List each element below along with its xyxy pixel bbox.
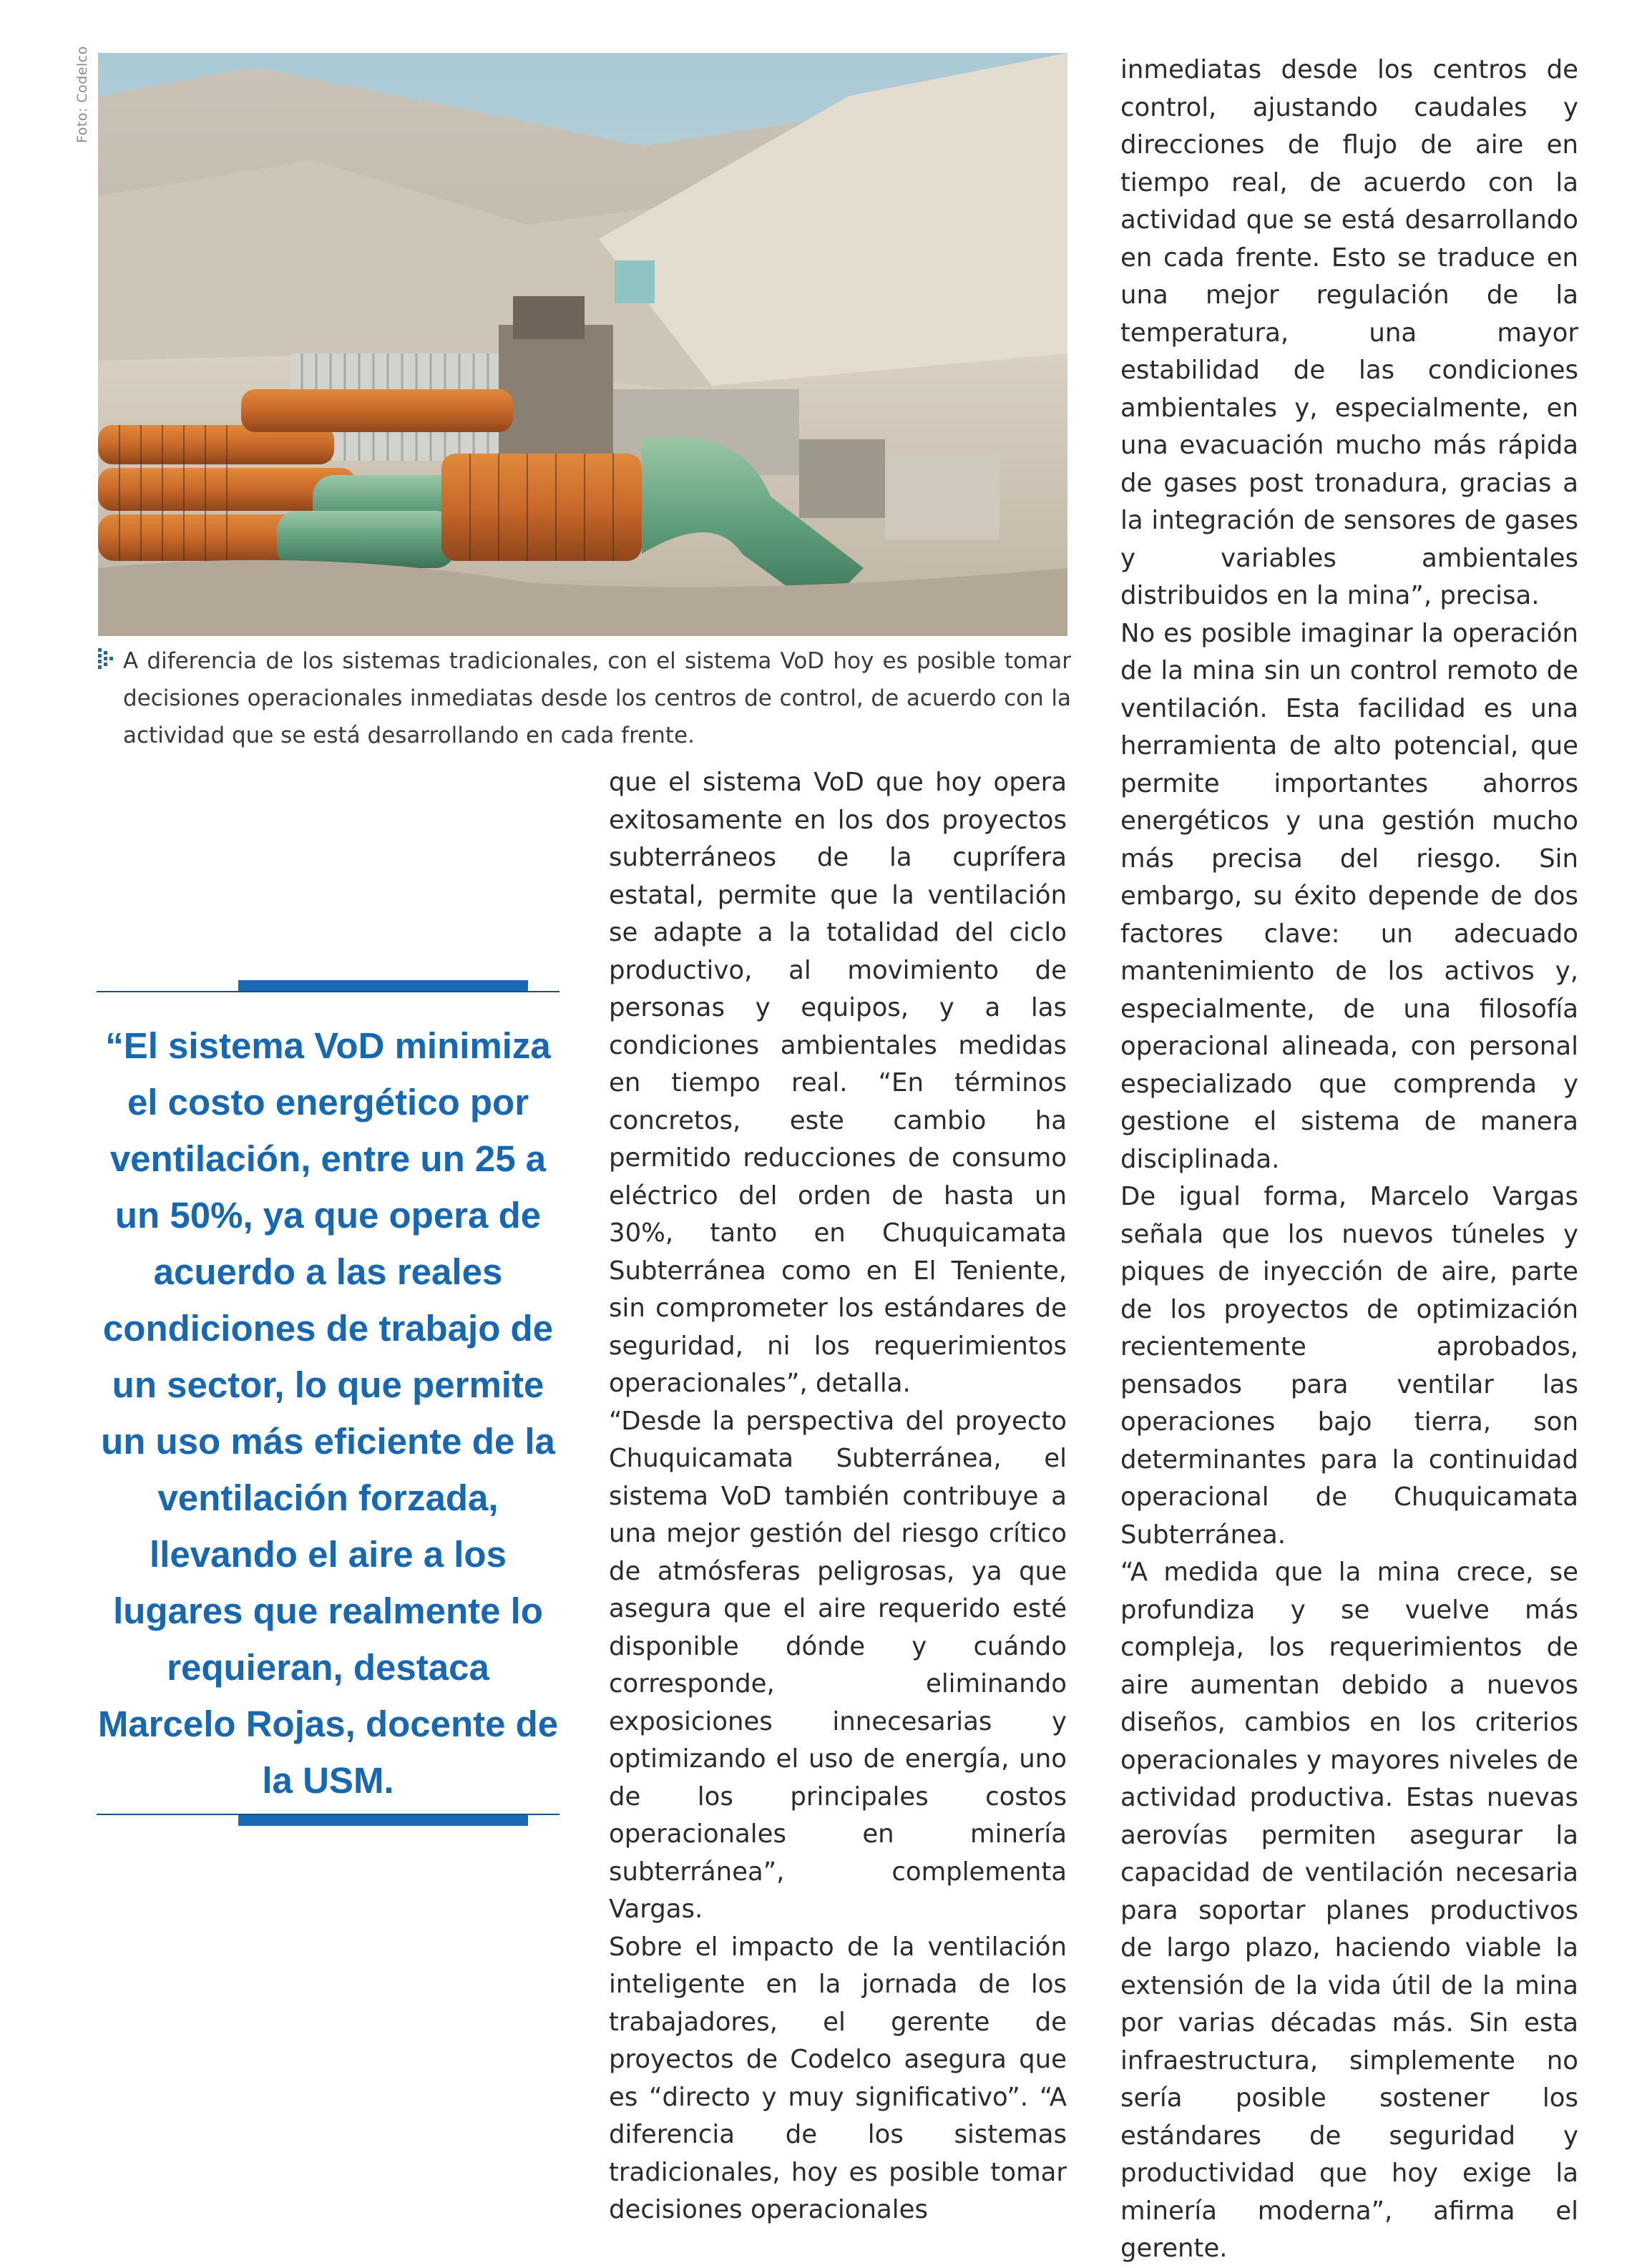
body-paragraph: Sobre el impacto de la ventilación inteligente en la jornada de los trabajadores, el gerente de proyectos de Codelco asegura que es “directo y muy significativo”. “A diferencia de los sistemas tradicionales, hoy es posible tomar decisiones operacionales [609,1932,1067,2224]
quote-bottom-accent [238,1815,528,1826]
quote-top-accent [238,980,528,991]
pull-quote [97,980,559,1826]
body-paragraph: que el sistema VoD que hoy opera exitosamente en los dos proyectos subterráneos de la cuprífera estatal, permite que la ventilación se adapte a la totalidad del ciclo productivo, al movimiento de personas y equipos, y a las condiciones ambientales medidas en tiempo real. “En términos concretos, este cambio ha permitido reducciones de consumo eléctrico del orden de hasta un 30%, tanto en Chuquicamata Subterránea como en El Teniente, sin comprometer los estándares de seguridad, ni los requerimientos operacionales”, detalla. [609,768,1067,1398]
body-paragraph: inmediatas desde los centros de control, ajustando caudales y direcciones de flujo de aire en tiempo real, de acuerdo con la actividad que se está desarrollando en cada frente. Esto se traduce en una mejor regulación de la temperatura, una mayor estabilidad de las condiciones ambientales y, especialmente, en una evacuación mucho más rápida de gases post tronadura, gracias a la integración de sensores de gases y variables ambientales distribuidos en la mina”, precisa. [1120,55,1578,610]
pull-quote-text: “El sistema VoD minimiza el costo energético por ventilación, entre un 25 a un 50%, ya que opera de acuerdo a las reales condiciones de trabajo de un sector, lo que permite un uso más eficiente de la ventilación forzada, llevando el aire a los lugares que realmente lo requieran, destaca Marcelo Rojas, docente de la USM. [97,1025,559,1801]
photo-caption: A diferencia de los sistemas tradicionales, con el sistema VoD hoy es posible tomar decisiones operacionales inmediatas desde los centros de control, de acuerdo con la actividad que se está desarrollando en cada frente. [123,648,1071,748]
photo-credit: Foto: Codelco [74,46,90,143]
body-paragraph: De igual forma, Marcelo Vargas señala que los nuevos túneles y piques de inyección de aire, parte de los proyectos de optimización recientemente aprobados, pensados para ventilar las operaciones bajo tierra, son determinantes para la continuidad operacional de Chuquicamata Subterránea. [1120,1182,1578,1550]
body-paragraph: “Desde la perspectiva del proyecto Chuquicamata Subterránea, el sistema VoD también contribuye a una mejor gestión del riesgo crítico de atmósferas peligrosas, ya que asegura que el aire requerido esté disponible dónde y cuándo corresponde, eliminando exposiciones innecesarias y optimizando el uso de energía, uno de los principales costos operacionales en minería subterránea”, complementa Vargas. [609,1406,1067,1924]
right-column [1120,52,1578,2268]
body-paragraph: “A medida que la mina crece, se profundiza y se vuelve más compleja, los requerimientos de aire aumentan debido a nuevos diseños, cambios en los criterios operacionales y mayores niveles de actividad productiva. Estas nuevas aerovías permiten asegurar la capacidad de ventilación necesaria para soportar planes productivos de largo plazo, haciendo viable la extensión de la vida útil de la mina por varias décadas más. Sin esta infraestructura, simplemente no sería posible sostener los estándares de seguridad y productividad que hoy exige la minería moderna”, afirma el gerente. [1120,1558,1578,2263]
caption-bullet-icon [98,648,117,673]
mine-ventilation-photo [98,53,1067,636]
quote-top-rule [97,991,559,992]
body-paragraph: No es posible imaginar la operación de la mina sin un control remoto de ventilación. Esta facilidad es una herramienta de alto potencial, que permite importantes ahorros energéticos y una gestión mucho más precisa del riesgo. Sin embargo, su éxito depende de dos factores clave: un adecuado mantenimiento de los activos y, especialmente, de una filosofía operacional alineada, con personal especializado que comprenda y gestione el sistema de manera disciplinada. [1120,618,1578,1174]
middle-column [609,764,1067,2229]
